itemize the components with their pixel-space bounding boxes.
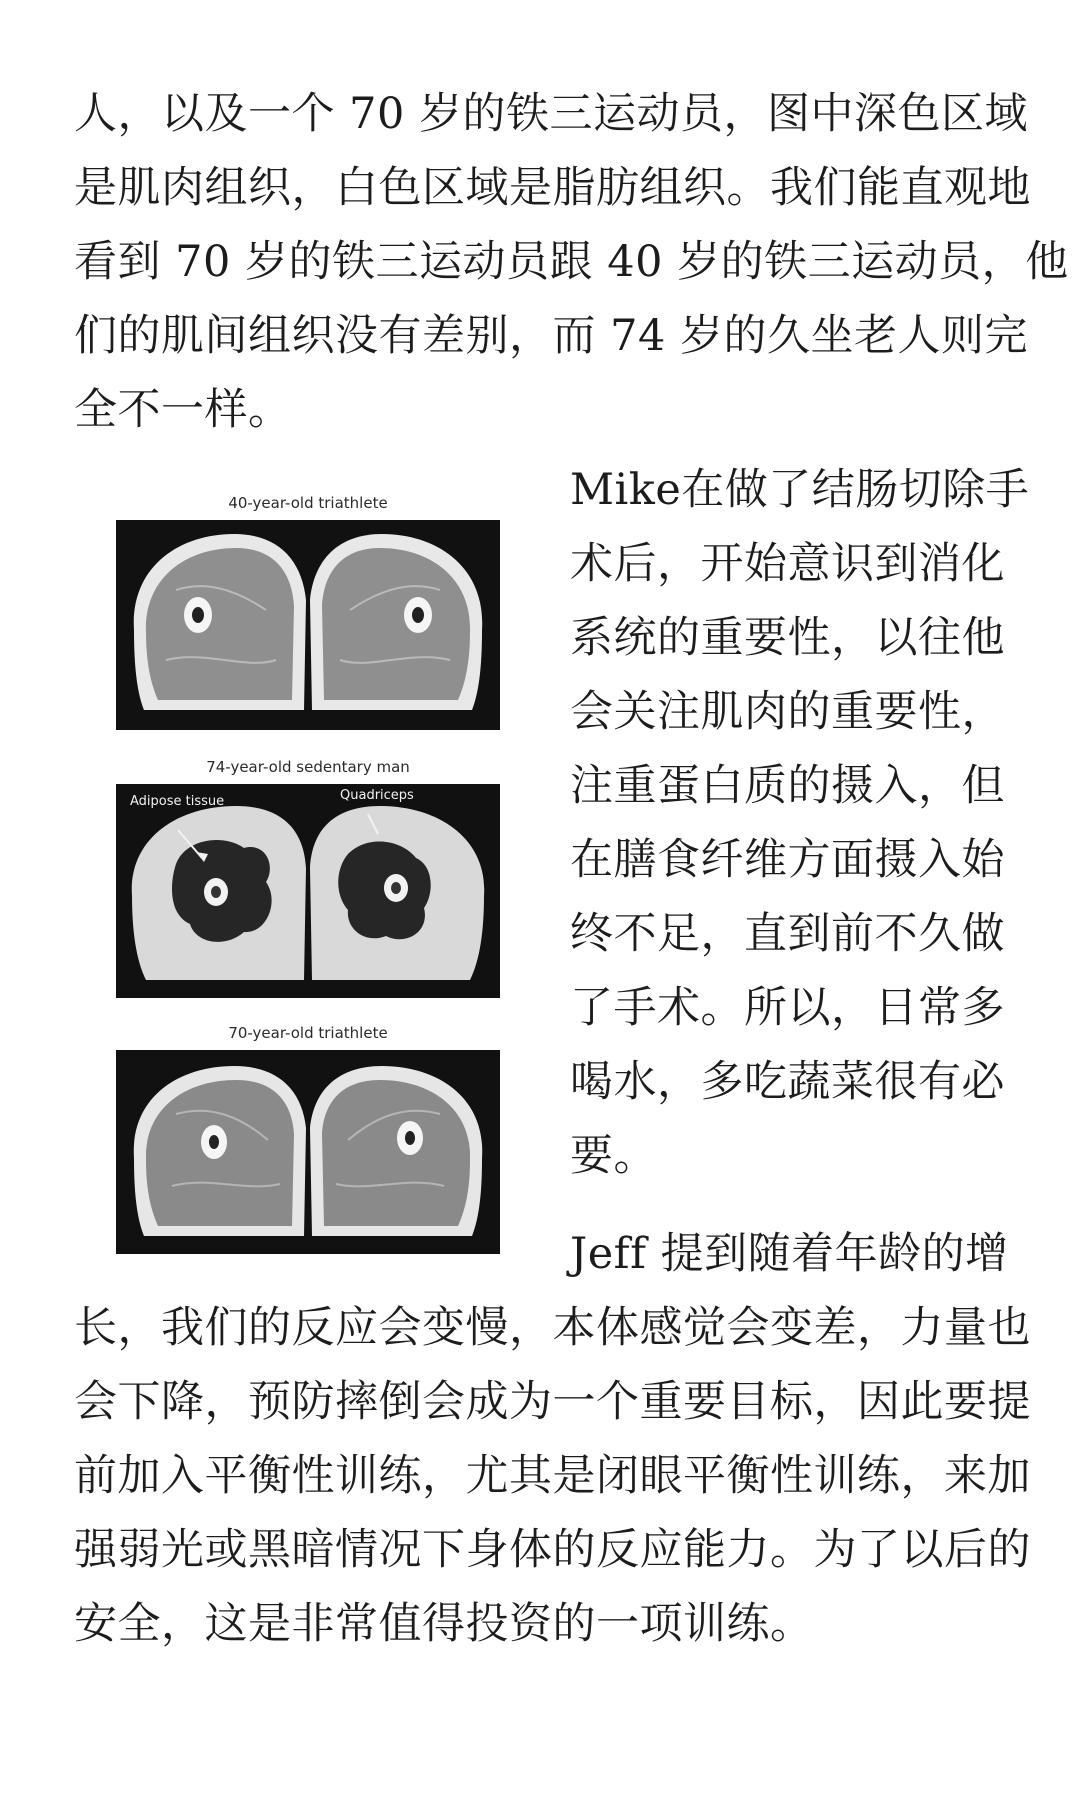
text-line: Jeff 提到随着年龄的增 xyxy=(570,1229,1009,1279)
text-line: 是肌肉组织，白色区域是脂肪组织。我们能直观地 xyxy=(74,163,1031,213)
text-line: 安全，这是非常值得投资的一项训练。 xyxy=(74,1599,814,1649)
quadriceps-label: Quadriceps xyxy=(340,788,414,803)
text-line: 术后，开始意识到消化 xyxy=(570,539,1005,589)
panel-3-caption: 70-year-old triathlete xyxy=(228,1024,388,1042)
text-line: 强弱光或黑暗情况下身体的反应能力。为了以后的 xyxy=(74,1525,1031,1575)
mri-panel-40-year-old xyxy=(116,520,500,730)
text-line: 全不一样。 xyxy=(74,385,292,435)
paragraph-3 xyxy=(74,1291,1031,1661)
text-line: 在膳食纤维方面摄入始 xyxy=(570,835,1005,885)
text-line: 前加入平衡性训练，尤其是闭眼平衡性训练，来加 xyxy=(74,1451,1031,1501)
mri-panel-74-year-old xyxy=(116,784,500,998)
mri-panel-70-year-old xyxy=(116,1050,500,1254)
text-line: 会下降，预防摔倒会成为一个重要目标，因此要提 xyxy=(74,1377,1031,1427)
paragraph-2 xyxy=(570,453,1029,1193)
mri-image-74 xyxy=(116,784,500,998)
text-line: 要。 xyxy=(570,1131,657,1181)
text-line: 了手术。所以，日常多 xyxy=(570,983,1005,1033)
text-line: 系统的重要性，以往他 xyxy=(570,613,1005,663)
text-line: 终不足，直到前不久做 xyxy=(570,909,1005,959)
text-line: 长，我们的反应会变慢，本体感觉会变差，力量也 xyxy=(74,1303,1031,1353)
panel-1-caption: 40-year-old triathlete xyxy=(228,494,388,512)
text-line: Mike在做了结肠切除手 xyxy=(570,465,1030,515)
panel-2-caption: 74-year-old sedentary man xyxy=(206,758,410,776)
text-line: 看到 70 岁的铁三运动员跟 40 岁的铁三运动员，他 xyxy=(74,237,1069,287)
text-line: 们的肌间组织没有差别，而 74 岁的久坐老人则完 xyxy=(74,311,1029,361)
text-line: 会关注肌肉的重要性， xyxy=(570,687,1005,737)
text-line: 喝水，多吃蔬菜很有必 xyxy=(570,1057,1005,1107)
paragraph-3-first-line xyxy=(570,1217,1009,1291)
mri-image-70 xyxy=(116,1050,500,1254)
mri-image-40 xyxy=(116,520,500,730)
paragraph-1 xyxy=(74,77,1069,447)
text-line: 人，以及一个 70 岁的铁三运动员，图中深色区域 xyxy=(74,89,1029,139)
adipose-tissue-label: Adipose tissue xyxy=(130,794,225,809)
text-line: 注重蛋白质的摄入，但 xyxy=(570,761,1005,811)
